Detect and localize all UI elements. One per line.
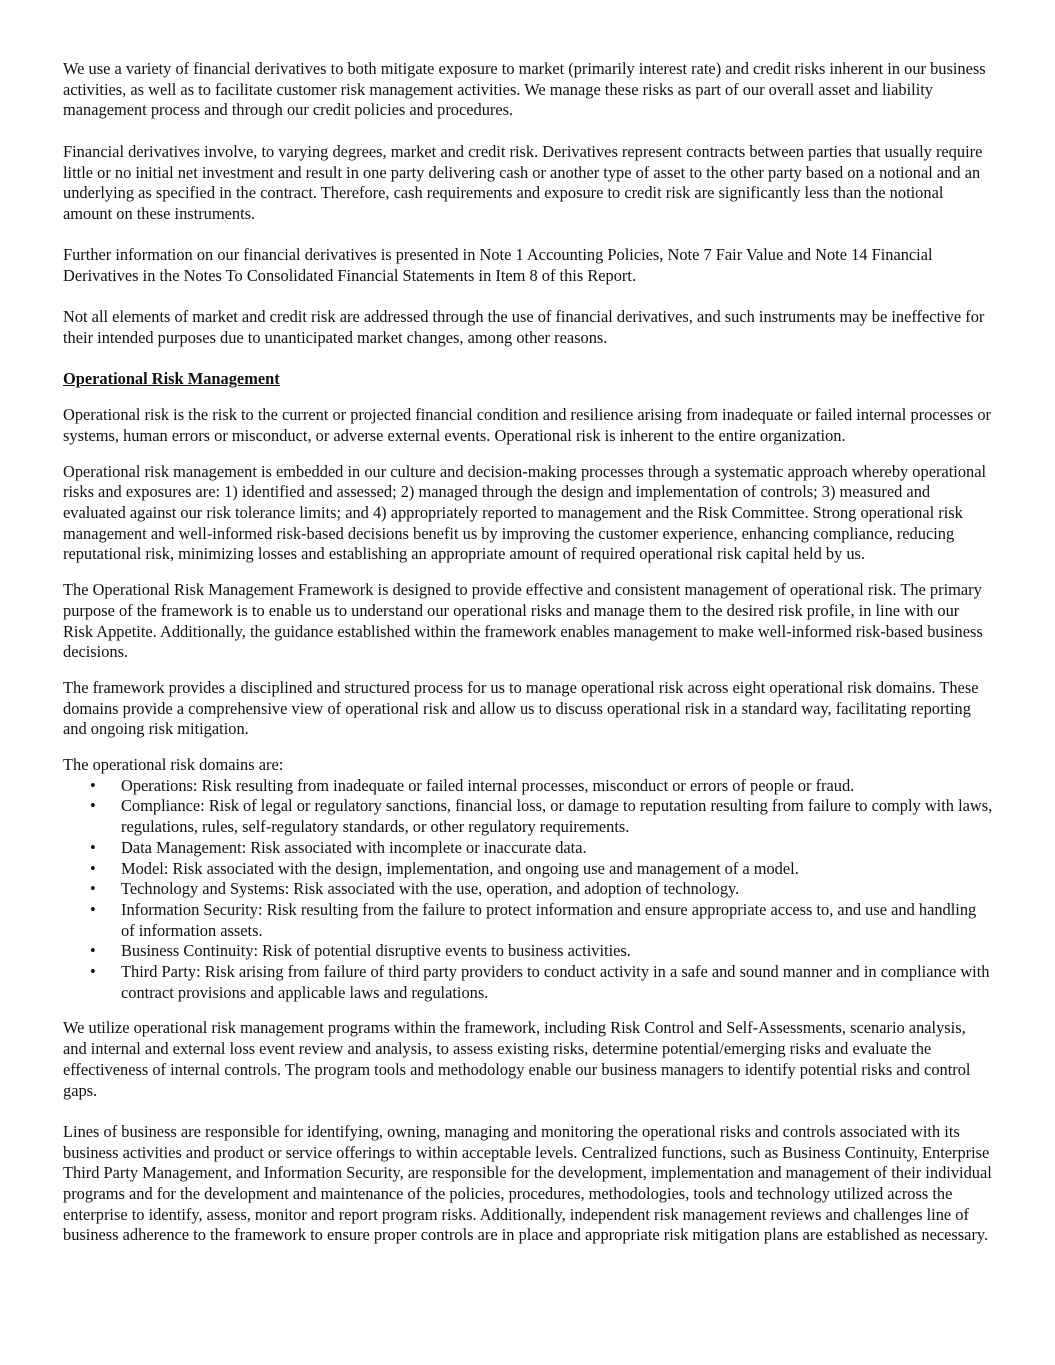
document-page xyxy=(63,59,993,1246)
list-item-text: Operations: Risk resulting from inadequate or failed internal processes, misconduct or errors of people or fraud. xyxy=(121,775,855,795)
paragraph-framework-purpose: The Operational Risk Management Framework is designed to provide effective and consistent management of operational risk. The primary purpose of the framework is to enable us to understand our operational risks and manage them to the desired risk profile, in line with our Risk Appetite. Additionally, the guidance established within the framework enables management to make well-informed risk-based business decisions. xyxy=(63,580,983,662)
list-item-text: Compliance: Risk of legal or regulatory sanctions, financial loss, or damage to reputation resulting from failure to comply with laws, regulations, rules, self-regulatory standards, or other regulatory requirements. xyxy=(121,796,993,837)
list-item-text: Business Continuity: Risk of potential disruptive events to business activities. xyxy=(121,941,631,961)
paragraph-operational-risk-definition: Operational risk is the risk to the current or projected financial condition and resilience arising from inadequate or failed internal processes or systems, human errors or misconduct, or adverse external events. Operational risk is inherent to the entire organization. xyxy=(63,405,992,445)
paragraph-derivatives-risk: Financial derivatives involve, to varying degrees, market and credit risk. Derivatives represent contracts between parties that usually require little or no initial net investment and result in one party delivering cash or another type of asset to the other party based on a notional and an underlying as specified in the contract. Therefore, cash requirements and exposure to credit risk are significantly less than the notional amount on these instruments. xyxy=(63,141,983,223)
list-item xyxy=(63,879,993,900)
paragraph-operational-risk-management: Operational risk management is embedded in our culture and decision-making processes through a systematic approach whereby operational risks and exposures are: 1) identified and assessed; 2) managed through the design and implementation of controls; 3) measured and evaluated against our risk tolerance limits; and 4) appropriately reported to management and the Risk Committee. Strong operational risk management and well-informed risk-based decisions benefit us by improving the customer experience, enhancing compliance, reducing reputational risk, minimizing losses and establishing an appropriate amount of required operational risk capital held by us. xyxy=(63,461,987,564)
list-item xyxy=(63,838,993,859)
list-item-text: Model: Risk associated with the design, implementation, and ongoing use and management of a model. xyxy=(121,858,799,878)
list-item-text: Technology and Systems: Risk associated with the use, operation, and adoption of technology. xyxy=(121,879,740,899)
bullet: • xyxy=(90,775,96,795)
paragraph-framework-domains: The framework provides a disciplined and structured process for us to manage operational risk across eight operational risk domains. These domains provide a comprehensive view of operational risk and allow us to discuss operational risk in a standard way, facilitating reporting and ongoing risk mitigation. xyxy=(63,677,979,739)
paragraph-derivatives-limitations: Not all elements of market and credit risk are addressed through the use of financial derivatives, and such instruments may be ineffective for their intended purposes due to unanticipated market changes, among other reasons. xyxy=(63,307,985,348)
bullet: • xyxy=(90,837,96,857)
list-item xyxy=(63,796,993,837)
list-item xyxy=(63,859,993,880)
paragraph-derivatives-use: We use a variety of financial derivatives to both mitigate exposure to market (primarily interest rate) and credit risks inherent in our business activities, as well as to facilitate customer risk management activities. We manage these risks as part of our overall asset and liability management process and through our credit policies and procedures. xyxy=(63,59,986,120)
list-item xyxy=(63,941,993,962)
bullet: • xyxy=(90,899,96,919)
list-item xyxy=(63,962,993,1003)
paragraph-program-tools: We utilize operational risk management programs within the framework, including Risk Control and Self-Assessments, scenario analysis, and internal and external loss event review and analysis, to assess existing risks, determine potential/emerging risks and evaluate the effectiveness of internal controls. The program tools and methodology enable our business managers to identify potential risks and control gaps. xyxy=(63,1018,971,1100)
list-item xyxy=(63,900,993,941)
paragraph-lines-of-business: Lines of business are responsible for identifying, owning, managing and monitoring the operational risks and controls associated with its business activities and product or service offerings to within acceptable levels. Centralized functions, such as Business Continuity, Enterprise Third Party Management, and Information Security, are responsible for the development, implementation and management of their individual programs and for the development and maintenance of the policies, procedures, methodologies, tools and technology utilized across the enterprise to identify, assess, monitor and report program risks. Additionally, independent risk management reviews and challenges line of business adherence to the framework to ensure proper controls are in place and appropriate risk mitigation plans are established as necessary. xyxy=(63,1121,992,1245)
paragraph-derivatives-notes: Further information on our financial derivatives is presented in Note 1 Accounting Policies, Note 7 Fair Value and Note 14 Financial Derivatives in the Notes To Consolidated Financial Statements in Item 8 of this Report. xyxy=(63,245,933,285)
bullet: • xyxy=(90,858,96,878)
domains-intro: The operational risk domains are: xyxy=(63,755,284,775)
section-heading: Operational Risk Management xyxy=(63,369,280,389)
bullet: • xyxy=(90,796,96,816)
bullet: • xyxy=(90,879,96,899)
list-item xyxy=(63,776,993,797)
bullet: • xyxy=(90,941,96,961)
bullet: • xyxy=(90,962,96,982)
list-item-text: Data Management: Risk associated with incomplete or inaccurate data. xyxy=(121,837,587,857)
risk-domains-list xyxy=(63,776,993,1004)
list-item-text: Third Party: Risk arising from failure of third party providers to conduct activity in a safe and sound manner and in compliance with contract provisions and applicable laws and regulations. xyxy=(121,962,990,1002)
list-item-text: Information Security: Risk resulting from the failure to protect information and ensure appropriate access to, and use and handling of information assets. xyxy=(121,899,977,940)
